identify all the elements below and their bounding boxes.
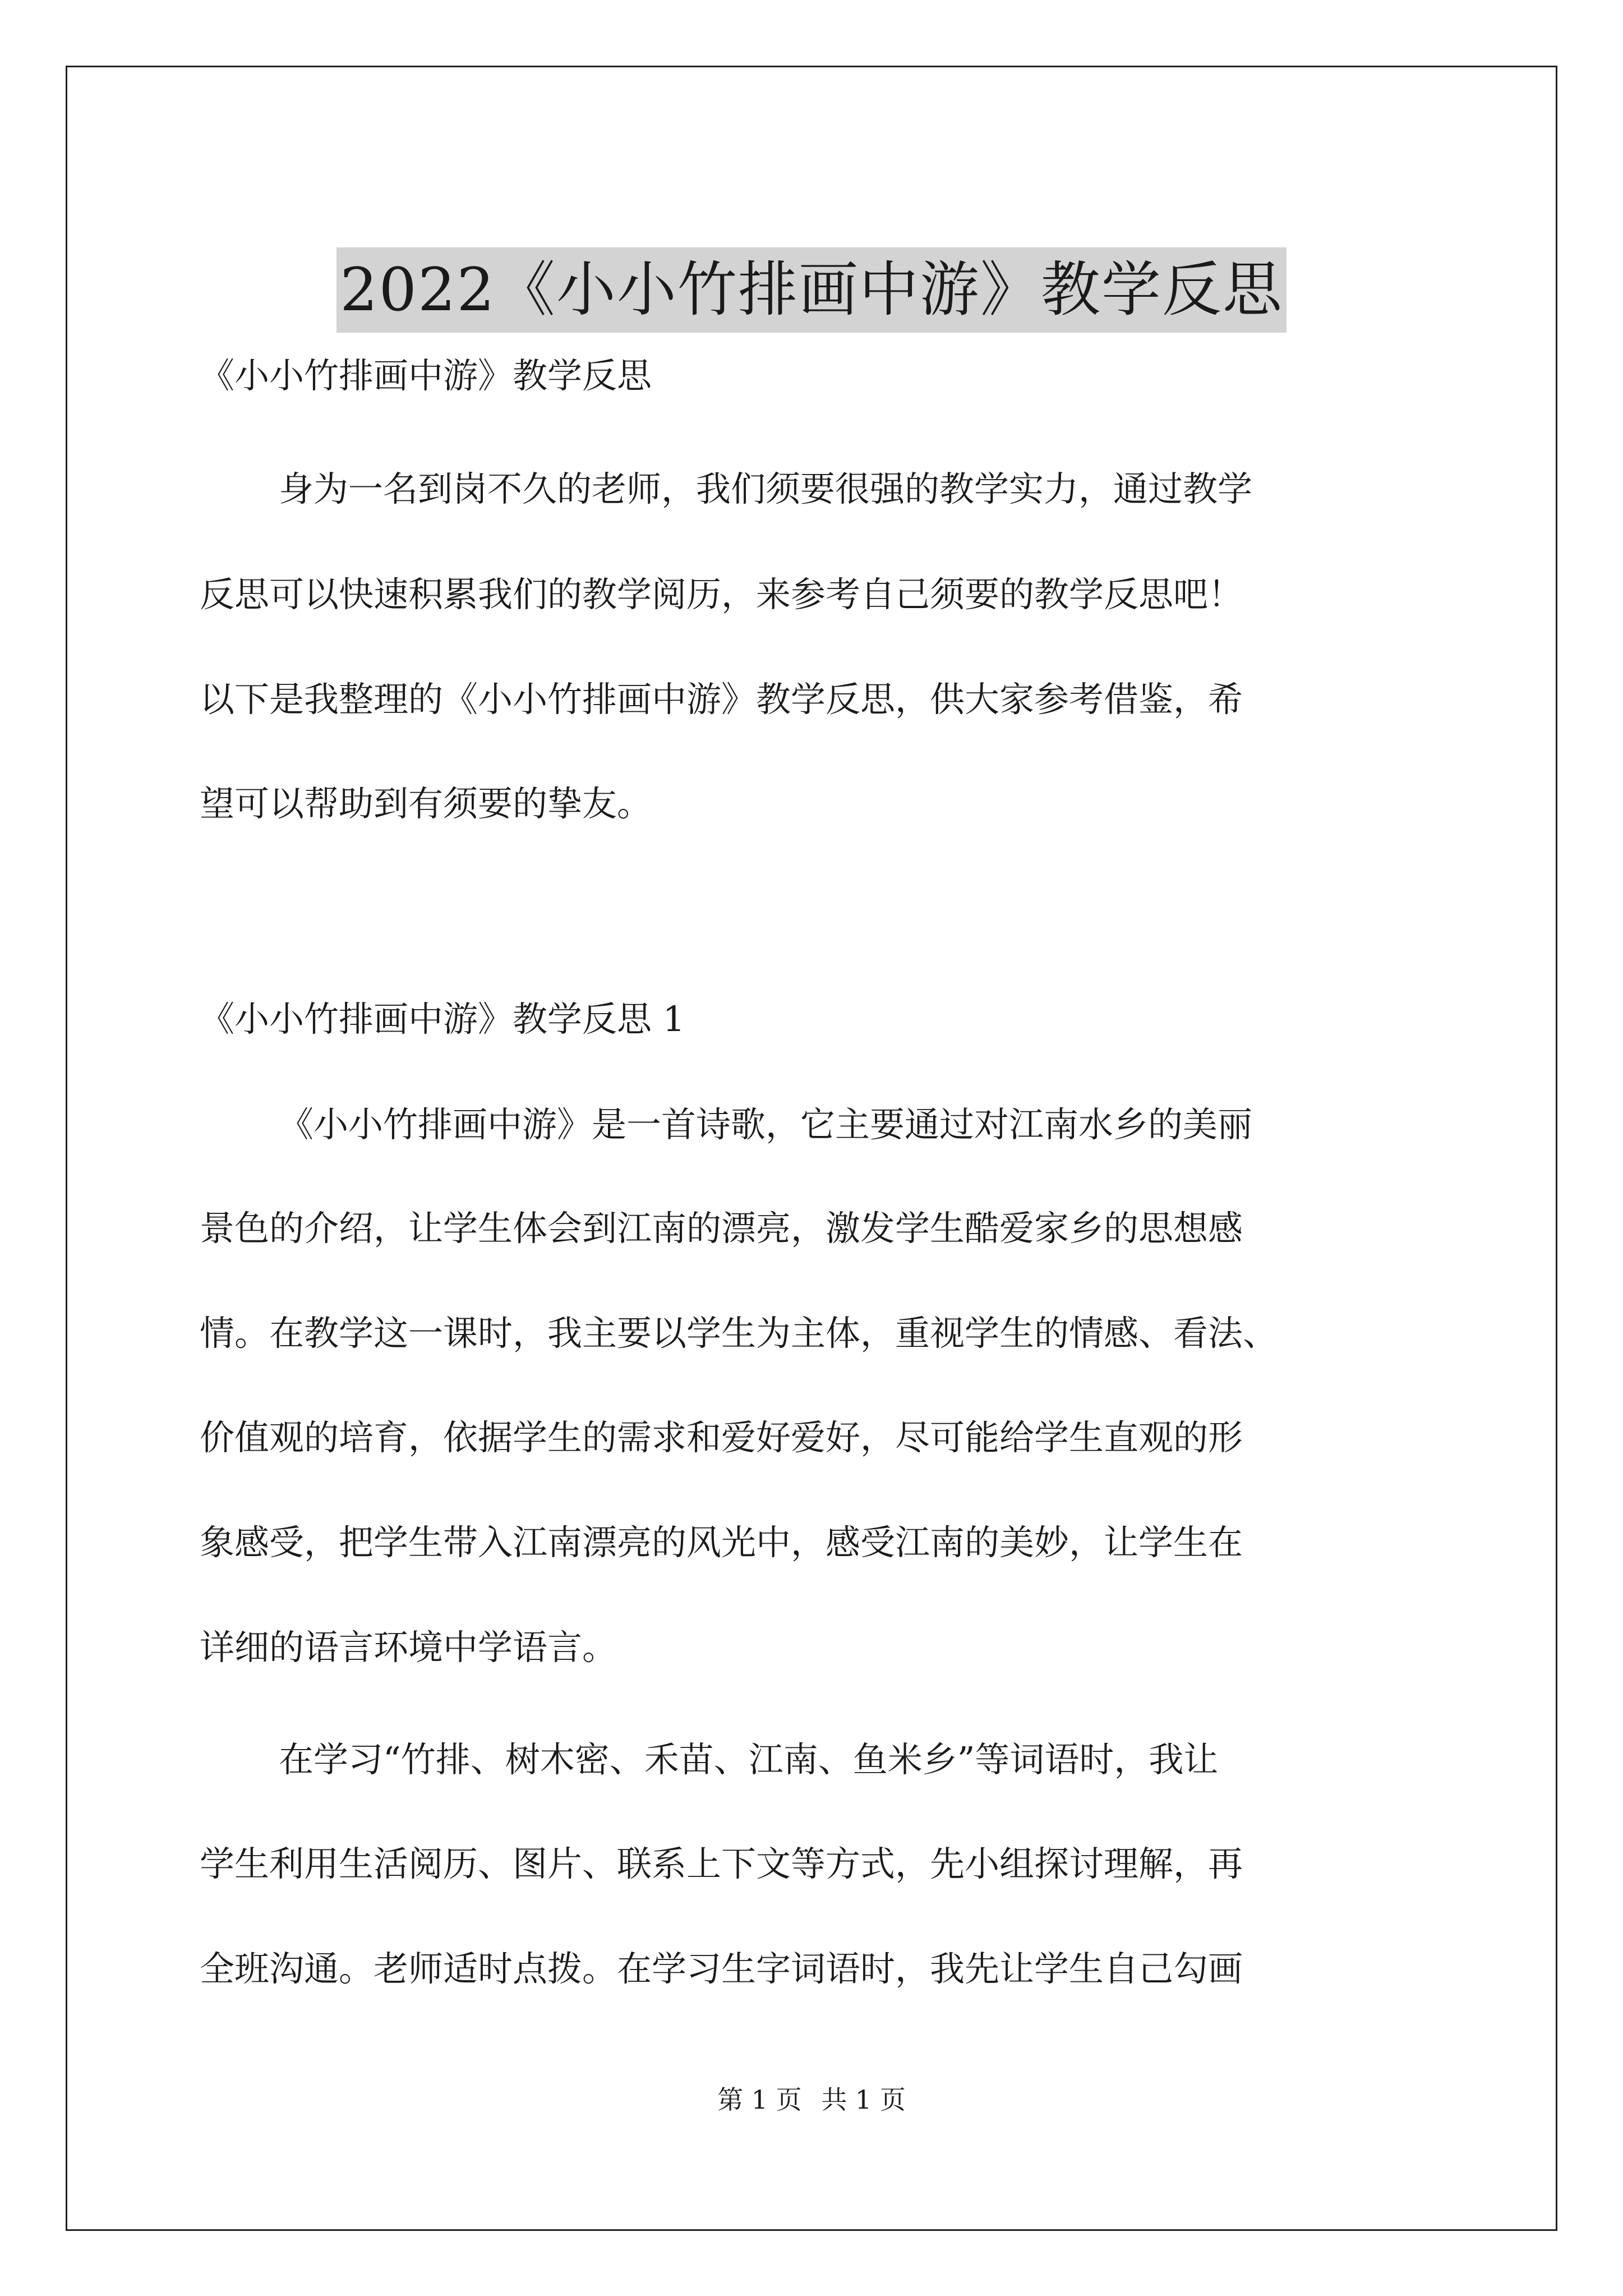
paragraph-line: 象感受，把学生带入江南漂亮的风光中，感受江南的美妙，让学生在 [200, 1522, 1243, 1563]
paragraph-line: 价值观的培育，依据学生的需求和爱好爱好，尽可能给学生直观的形 [200, 1417, 1243, 1458]
paragraph-line: 《小小竹排画中游》是一首诗歌，它主要通过对江南水乡的美丽 [279, 1104, 1253, 1145]
paragraph-line: 景色的介绍，让学生体会到江南的漂亮，激发学生酷爱家乡的思想感 [200, 1208, 1243, 1249]
paragraph-line: 身为一名到岗不久的老师，我们须要很强的教学实力，通过教学 [279, 468, 1253, 509]
paragraph-line: 情。在教学这一课时，我主要以学生为主体，重视学生的情感、看法、 [200, 1313, 1278, 1354]
section-heading-1: 《小小竹排画中游》教学反思 1 [200, 999, 685, 1039]
paragraph-line: 望可以帮助到有须要的挚友。 [200, 783, 652, 824]
page-total: 共 1 页 [821, 2085, 906, 2115]
paragraph-line: 以下是我整理的《小小竹排画中游》教学反思，供大家参考借鉴，希 [200, 679, 1243, 720]
title-container [0, 208, 1623, 372]
section-heading-intro: 《小小竹排画中游》教学反思 [200, 355, 652, 396]
paragraph-line: 学生利用生活阅历、图片、联系上下文等方式，先小组探讨理解，再 [200, 1843, 1243, 1884]
paragraph-line: 反思可以快速积累我们的教学阅历，来参考自己须要的教学反思吧！ [200, 574, 1243, 615]
page-footer [0, 2083, 1623, 2116]
paragraph-line: 全班沟通。老师适时点拨。在学习生字词语时，我先让学生自己勾画 [200, 1948, 1243, 1989]
document-title: 2022《小小竹排画中游》教学反思 [336, 247, 1287, 333]
paragraph-line: 在学习“竹排、树木密、禾苗、江南、鱼米乡”等词语时，我让 [279, 1739, 1219, 1780]
paragraph-line: 详细的语言环境中学语言。 [200, 1627, 617, 1668]
page-number: 第 1 页 [717, 2085, 802, 2115]
